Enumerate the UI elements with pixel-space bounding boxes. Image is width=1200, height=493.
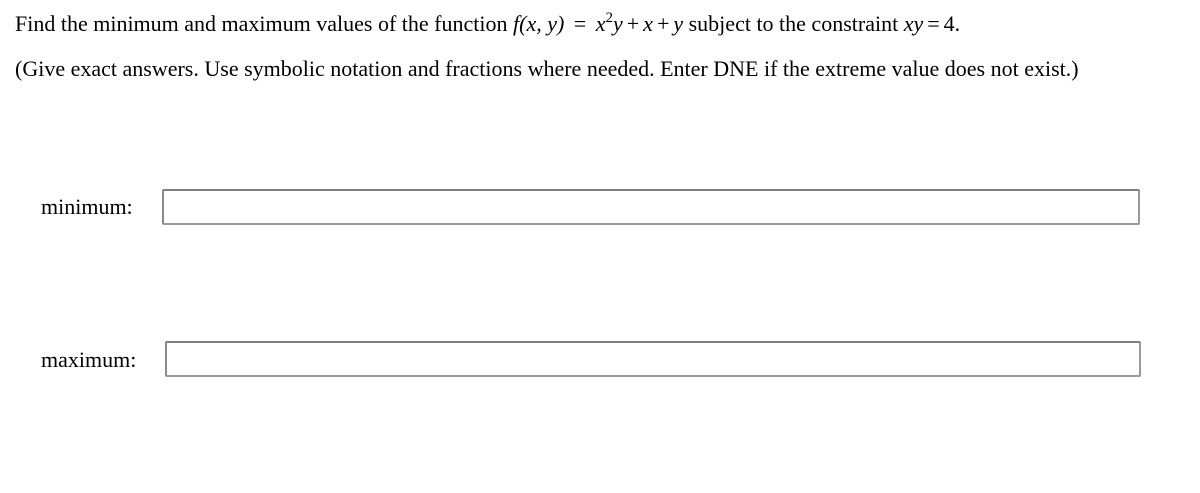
question-middle: subject to the constraint [683,11,904,36]
maximum-input[interactable] [165,341,1141,377]
constraint-rhs: 4. [943,11,961,36]
constraint-expression [904,11,960,36]
question-prefix: Find the minimum and maximum values of the function [15,11,513,36]
term1-rest: y [612,11,623,36]
function-expression [513,11,683,36]
equals-sign: = [573,11,587,36]
term3: y [673,11,684,36]
maximum-label: maximum: [41,347,137,372]
term1-exponent: 2 [605,10,613,26]
plus-sign-2: + [656,11,670,36]
answer-instructions: (Give exact answers. Use symbolic notation and fractions where needed. Enter DNE if the extreme value does not exist.) [15,56,1079,81]
plus-sign-1: + [626,11,640,36]
minimum-input[interactable] [162,189,1140,225]
function-lhs: f(x, y) [513,11,565,36]
term2: x [643,11,653,36]
term1-base: x [595,11,606,36]
constraint-equals: = [927,11,940,36]
constraint-lhs: xy [903,11,924,36]
question-statement [15,10,960,38]
minimum-label: minimum: [41,194,133,219]
